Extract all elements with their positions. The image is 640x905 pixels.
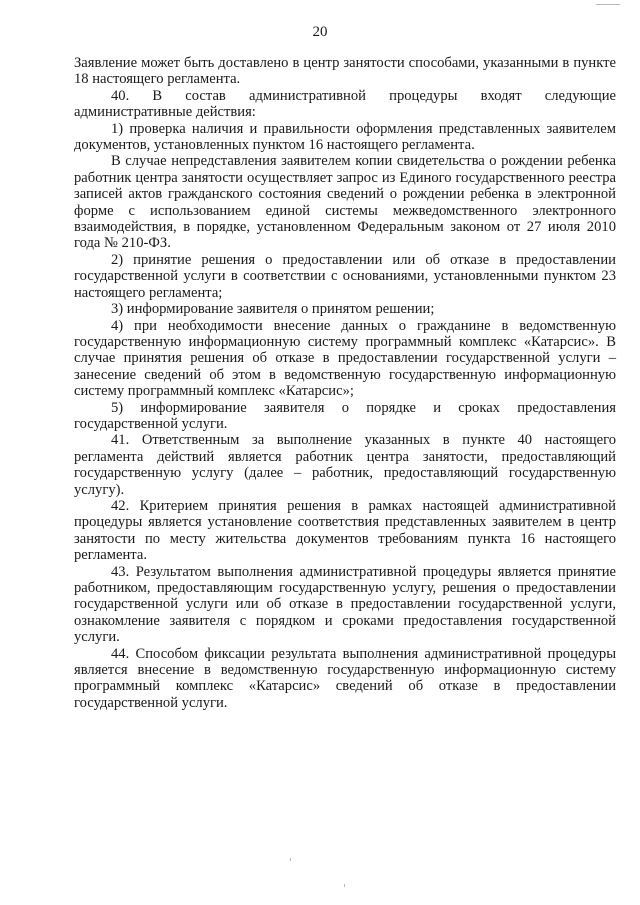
scan-artifact-mark [344,884,345,887]
scan-artifact-mark [596,4,620,5]
paragraph: 1) проверка наличия и правильности оформления представленных заявителем документов, установленных пунктом 16 настоящего регламента. [74,120,616,154]
document-body [74,55,616,711]
paragraph: 2) принятие решения о предоставлении или об отказе в предоставлении государственной услуги в соответствии с основаниями, установленными пунктом 23 настоящего регламента; [74,251,616,301]
paragraph: 4) при необходимости внесение данных о гражданине в ведомственную государственную информационную систему программный комплекс «Катарсис». В случае принятия решения об отказе в предоставлении государственной услуги – занесение сведений об этом в ведомственную государственную информационную систему программный комплекс «Катарсис»; [74,317,616,400]
paragraph: В случае непредставления заявителем копии свидетельства о рождении ребенка работник центра занятости осуществляет запрос из Единого государственного реестра записей актов гражданского состояния сведений о рождении ребенка в электронной форме с использованием единой системы межведомственного электронного взаимодействия, в порядке, установленном Федеральным законом от 27 июля 2010 года № 210-ФЗ. [74,153,616,252]
paragraph: 44. Способом фиксации результата выполнения административной процедуры является внесение в ведомственную государственную информационную систему программный комплекс «Катарсис» сведений об отказе в предоставлении государственной услуги. [74,645,616,711]
paragraph: 41. Ответственным за выполнение указанных в пункте 40 настоящего регламента действий является работник центра занятости, предоставляющий государственную услугу (далее – работник, предоставляющий государственную услугу). [74,432,616,498]
paragraph: Заявление может быть доставлено в центр занятости способами, указанными в пункте 18 настоящего регламента. [74,55,616,88]
paragraph: 3) информирование заявителя о принятом решении; [111,301,435,318]
paragraph: 40. В состав административной процедуры входят следующие административные действия: [74,87,616,121]
scan-artifact-mark [290,858,291,861]
paragraph: 5) информирование заявителя о порядке и сроках предоставления государственной услуги. [74,399,616,432]
page-number: 20 [312,24,328,40]
paragraph: 42. Критерием принятия решения в рамках настоящей административной процедуры является установление соответствия представленных заявителем в центр занятости по месту жительства документов требованиям пункта 16 настоящего регламента. [74,497,616,564]
paragraph: 43. Результатом выполнения административной процедуры является принятие работником, предоставляющим государственную услугу, решения о предоставлении государственной услуги или об отказе в предоставлении государственной услуги, ознакомление заявителя с порядком и сроками предоставления государственной услуги. [74,563,616,646]
